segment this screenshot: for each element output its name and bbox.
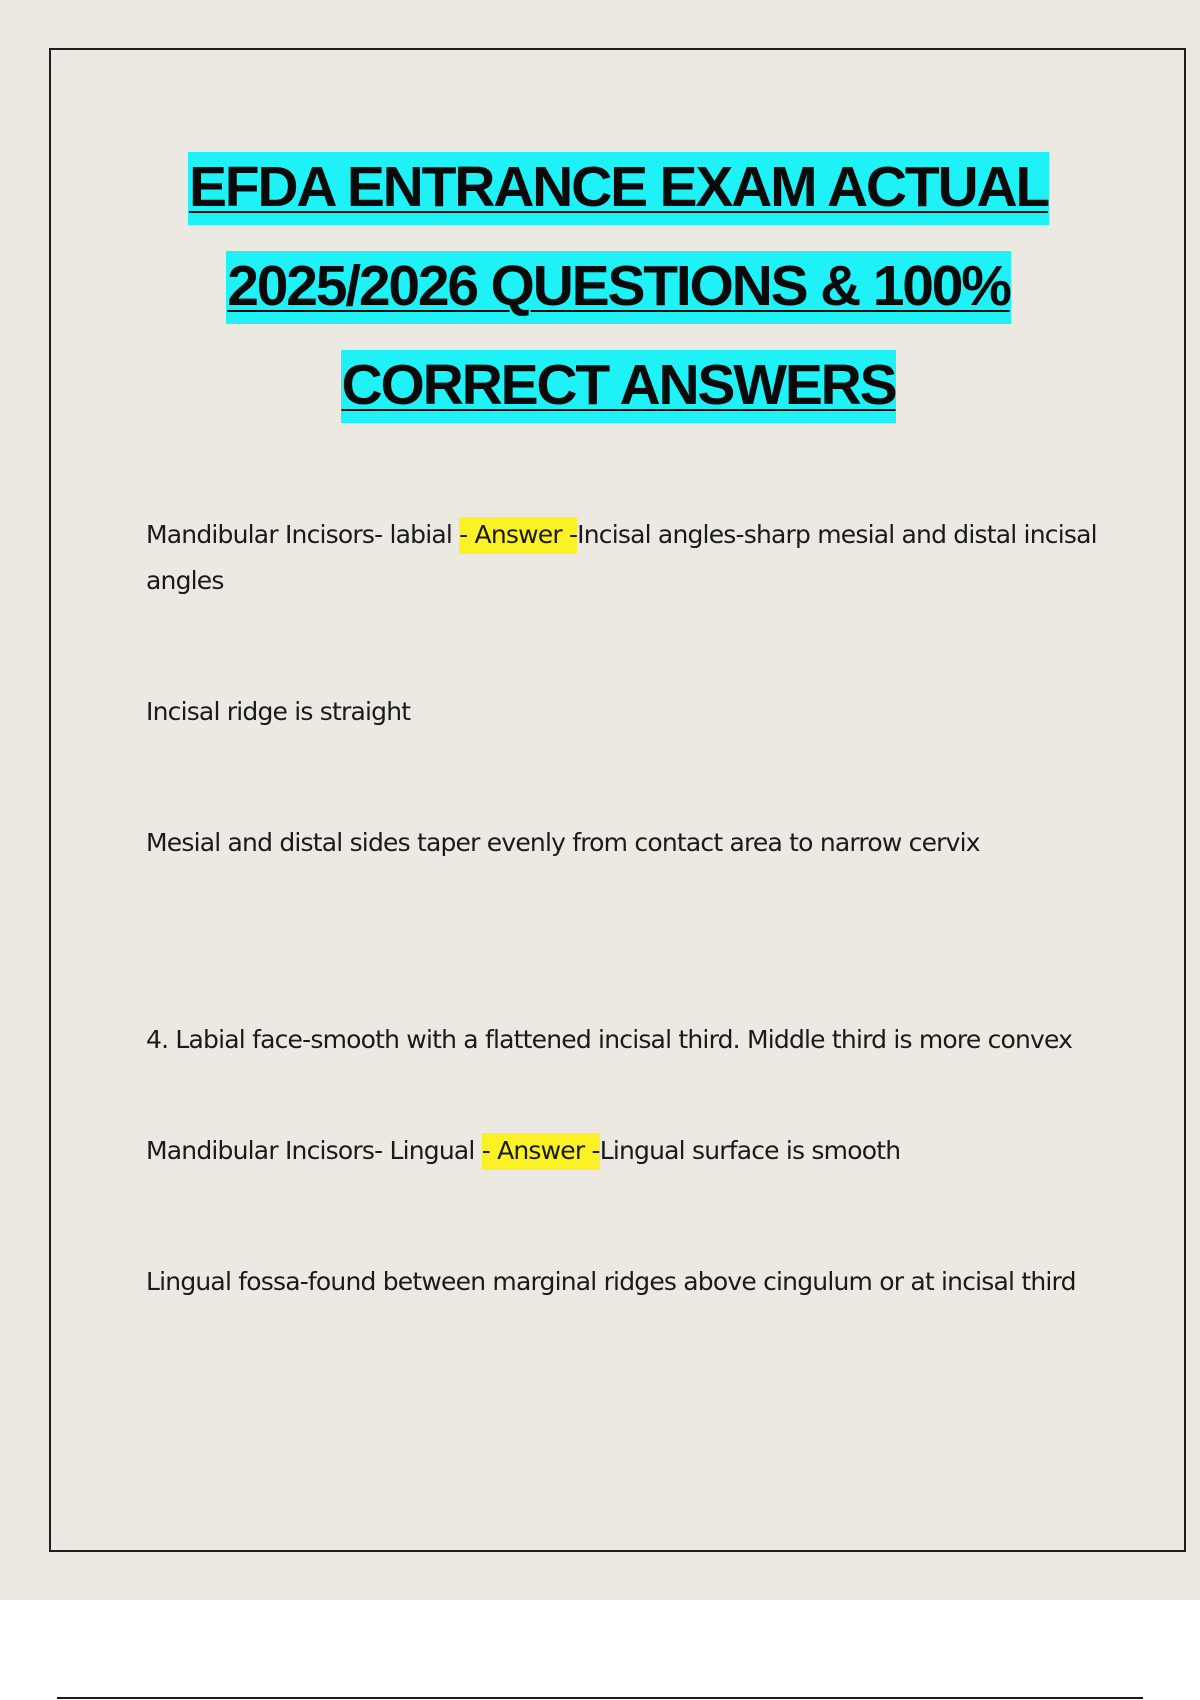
document-title: [60, 138, 1177, 435]
answer-marker: - Answer -: [459, 517, 577, 554]
title-line-3: CORRECT ANSWERS: [341, 350, 897, 423]
question-text: Mandibular Incisors- labial: [146, 520, 460, 549]
footer-divider: [57, 1697, 1143, 1699]
paragraph-mesial-distal-sides: Mesial and distal sides taper evenly from contact area to narrow cervix: [146, 828, 980, 857]
answer-marker: - Answer -: [482, 1133, 600, 1170]
paragraph-labial-face: 4. Labial face-smooth with a flattened incisal third. Middle third is more convex: [146, 1025, 1073, 1054]
answer-text: Lingual surface is smooth: [599, 1136, 901, 1165]
title-line-2: 2025/2026 QUESTIONS & 100%: [226, 251, 1010, 324]
question-mandibular-incisors-labial: [146, 512, 1106, 604]
question-mandibular-incisors-lingual: [146, 1128, 1106, 1174]
paragraph-lingual-fossa: Lingual fossa-found between marginal ridges above cingulum or at incisal third: [146, 1267, 1076, 1296]
answer-text: Incisal angles-sharp mesial and distal incisal angles: [146, 520, 1097, 595]
question-text: Mandibular Incisors- Lingual: [146, 1136, 482, 1165]
title-line-1: EFDA ENTRANCE EXAM ACTUAL: [188, 152, 1049, 225]
paragraph-incisal-ridge: Incisal ridge is straight: [146, 697, 411, 726]
